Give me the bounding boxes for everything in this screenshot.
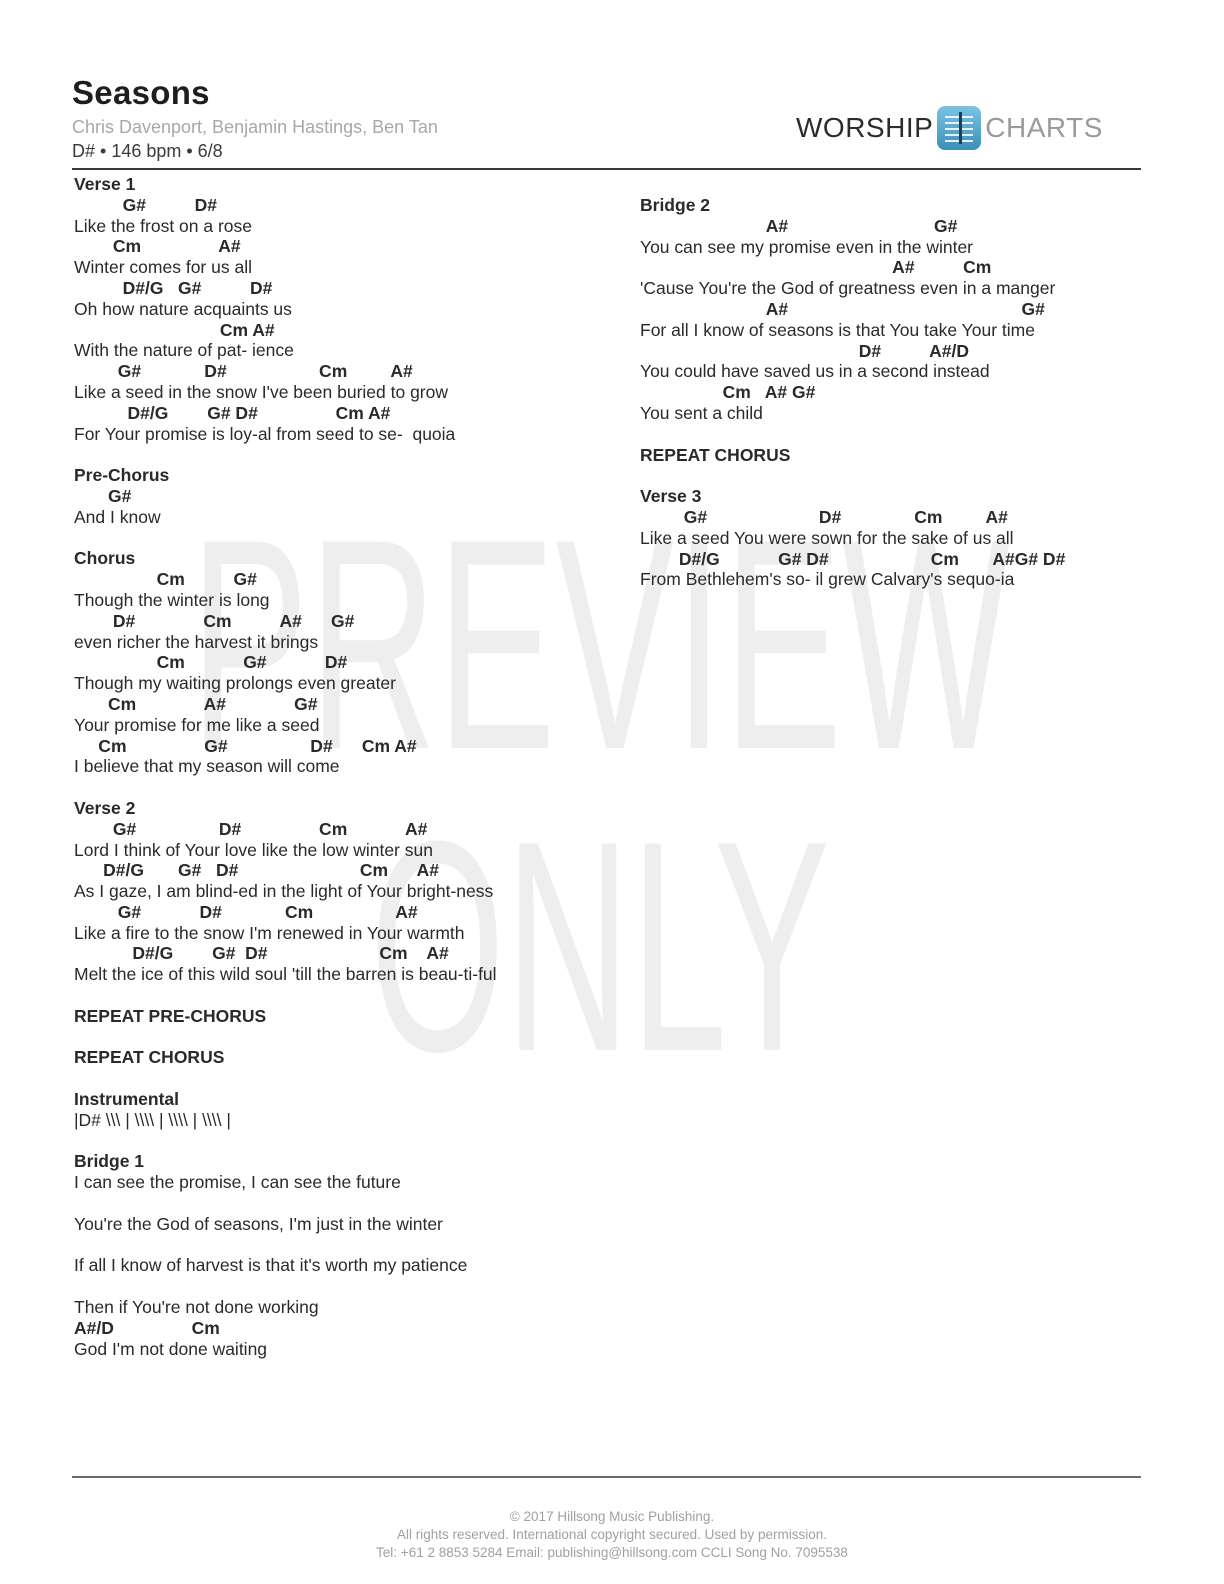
section-heading: Verse 1 [74,174,136,194]
chord-line: Cm A# G# [74,693,318,714]
section-heading: REPEAT CHORUS [640,444,791,465]
blank-line [74,1068,594,1089]
lyric-line: God I'm not done waiting [74,1338,268,1359]
song-title: Seasons [72,74,210,111]
section-heading: Bridge 2 [640,195,711,215]
lyric-line: Like the frost on a rose [74,215,253,236]
lyric-line: Your promise for me like a seed [74,714,320,735]
chord-line: A# G# [640,298,1045,319]
lyric-line: With the nature of pat- ience [74,340,294,361]
lyric-line: even richer the harvest it brings [74,631,319,652]
chord-line: D#/G G# D# Cm A#G# D# [640,548,1066,569]
blank-line [74,1027,594,1048]
blank-line [74,777,594,798]
lyric-line: You sent a child [640,402,763,423]
blank-line [74,1235,594,1256]
lyric-line: You can see my promise even in the winter [640,236,974,257]
lyric-line: Though my waiting prolongs even greater [74,673,396,694]
logo-word-charts: CHARTS [985,112,1103,143]
chord-line: G# D# Cm A# [640,506,1008,527]
blank-line [640,424,1160,445]
lyric-line: You could have saved us in a second instead [640,361,990,382]
footer-divider [72,1476,1141,1478]
chord-line: G# D# Cm A# [74,901,418,922]
chord-line: Cm G# [74,569,257,590]
lyric-line: If all I know of harvest is that it's worth my patience [74,1255,468,1276]
copyright-footer [0,1508,1224,1562]
left-column [74,174,594,1359]
section-heading: Chorus [74,548,136,569]
song-authors: Chris Davenport, Benjamin Hastings, Ben Tan [72,117,438,137]
lyric-line: Oh how nature acquaints us [74,298,292,319]
lyric-line: Like a fire to the snow I'm renewed in Your warmth [74,922,465,943]
chord-line: D# A#/D [640,340,970,361]
lyric-line: For Your promise is loy-al from seed to se- quoia [74,423,456,444]
lyric-line: Though the winter is long [74,589,270,610]
lyric-line: Melt the ice of this wild soul 'till the barren is beau-ti-ful [74,964,497,985]
lyric-line: For all I know of seasons is that You take Your time [640,319,1035,340]
blank-line [640,465,1160,486]
header-divider [72,168,1141,170]
chord-line: D#/G G# D# Cm A# [74,943,449,964]
section-heading: Verse 2 [74,797,136,818]
blank-line [74,1193,594,1214]
chord-line: A#/D Cm [74,1317,220,1338]
chord-line: G# D# Cm A# [74,361,413,382]
lyric-line: Like a seed You were sown for the sake of us all [640,527,1014,548]
logo-word-worship: WORSHIP [796,112,934,143]
lyric-line: I can see the promise, I can see the future [74,1172,401,1193]
instrumental-line: |D# \\\ | \\\\ | \\\\ | \\\\ | [74,1109,231,1130]
chord-line: D#/G G# D# [74,277,273,298]
chord-line: G# D# [74,194,217,215]
blank-line [74,528,594,549]
chord-line: A# G# [640,215,958,236]
section-heading: REPEAT PRE-CHORUS [74,1005,267,1026]
section-heading: REPEAT CHORUS [74,1047,225,1068]
section-heading: Instrumental [74,1089,180,1110]
watermark-line2: ONLY [370,778,830,1114]
logo-mark-icon [937,106,981,150]
chord-line: D# Cm A# G# [74,610,355,631]
section-heading: Bridge 1 [74,1151,145,1172]
worship-charts-logo [796,104,1103,152]
right-column [640,195,1160,590]
lyric-line: And I know [74,506,161,527]
chord-line: D#/G G# D# Cm A# [74,402,391,423]
lyric-line: As I gaze, I am blind-ed in the light of Your bright-ness [74,881,494,902]
footer-contact: Tel: +61 2 8853 5284 Email: publishing@hillsong.com CCLI Song No. 7095538 [376,1545,848,1560]
lyric-line: Like a seed in the snow I've been buried to grow [74,381,448,402]
watermark-line1: PREVIEW [190,476,1012,812]
chord-line: G# D# Cm A# [74,818,428,839]
chord-line: Cm A# [74,236,241,257]
chord-line: Cm G# D# Cm A# [74,735,417,756]
footer-copyright: © 2017 Hillsong Music Publishing. [509,1509,715,1524]
section-heading: Verse 3 [640,486,702,507]
chord-line: Cm G# D# [74,652,348,673]
song-meta: D# • 146 bpm • 6/8 [72,141,223,161]
lyric-line: I believe that my season will come [74,756,340,777]
footer-rights: All rights reserved. International copyright secured. Used by permission. [397,1527,827,1542]
chord-line: D#/G G# D# Cm A# [74,860,439,881]
lyric-line: 'Cause You're the God of greatness even in a manger [640,278,1056,299]
lyric-line: Lord I think of Your love like the low winter sun [74,839,433,860]
chord-line: Cm A# G# [640,382,816,403]
chord-line: Cm A# [74,319,275,340]
lyric-line: You're the God of seasons, I'm just in the winter [74,1213,443,1234]
blank-line [74,985,594,1006]
lyric-line: From Bethlehem's so- il grew Calvary's sequo-ia [640,569,1015,590]
chord-line: G# [74,485,132,506]
blank-line [74,1276,594,1297]
chord-line: A# Cm [640,257,992,278]
blank-line [74,444,594,465]
section-heading: Pre-Chorus [74,465,170,486]
lyric-line: Then if You're not done working [74,1297,319,1318]
lyric-line: Winter comes for us all [74,257,252,278]
blank-line [74,1131,594,1152]
